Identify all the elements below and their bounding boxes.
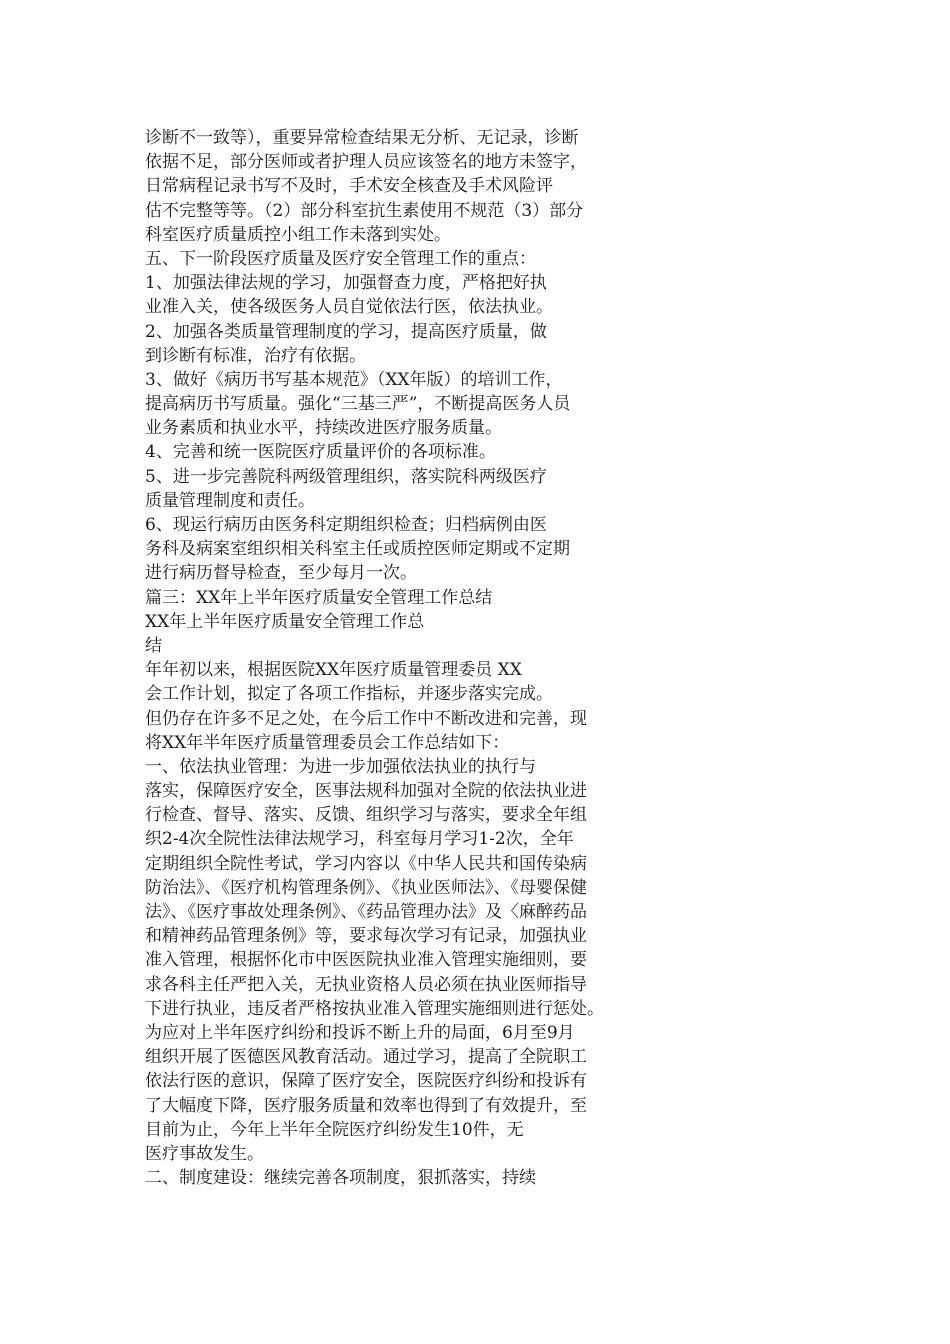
section-heading: 一、依法执业管理：为进一步加强依法执业的执行与 [145, 756, 536, 777]
section-heading: 五、下一阶段医疗质量及医疗安全管理工作的重点： [145, 248, 536, 269]
text-line: 为应对上半年医疗纠纷和投诉不断上升的局面，6月至9月 [145, 1022, 575, 1043]
text-line: 将XX年半年医疗质量管理委员会工作总结如下： [145, 732, 510, 753]
text-line: 准入管理，根据怀化市中医医院执业准入管理实施细则，要 [145, 950, 587, 971]
text-line: 科室医疗质量质控小组工作未落到实处。 [145, 224, 451, 245]
text-line: 求各科主任严把入关，无执业资格人员必须在执业医师指导 [145, 974, 587, 995]
list-item: 6、现运行病历由医务科定期组织检查；归档病例由医 [145, 515, 547, 535]
text-line: 但仍存在许多不足之处，在今后工作中不断改进和完善，现 [145, 708, 587, 729]
text-line: 行检查、督导、落实、反馈、组织学习与落实，要求全年组 [145, 805, 587, 826]
list-item: 1、加强法律法规的学习，加强督查力度，严格把好执 [145, 273, 547, 294]
text-line: 组织开展了医德医风教育活动。通过学习，提高了全院职工 [145, 1047, 587, 1068]
text-line: 下进行执业，违反者严格按执业准入管理实施细则进行惩处。 [145, 998, 604, 1019]
section-heading: 二、制度建设：继续完善各项制度，狠抓落实，持续 [145, 1168, 536, 1189]
text-line: 务科及病案室组织相关科室主任或质控医师定期或不定期 [145, 539, 570, 560]
text-line: 织2-4次全院性法律法规学习，科室每月学习1-2次，全年 [145, 829, 574, 850]
list-item: 4、完善和统一医院医疗质量评价的各项标准。 [145, 442, 496, 463]
text-line: 业准入关，使各级医务人员自觉依法行医，依法执业。 [145, 297, 553, 318]
section-heading: 篇三：XX年上半年医疗质量安全管理工作总结 [145, 587, 493, 608]
text-line: 定期组织全院性考试，学习内容以《中华人民共和国传染病 [145, 853, 587, 874]
text-line: 质量管理制度和责任。 [145, 490, 315, 511]
text-line: 年年初以来，根据医院XX年医疗质量管理委员 XX [145, 660, 522, 681]
text-line: 诊断不一致等），重要异常检查结果无分析、无记录，诊断 [145, 128, 579, 148]
text-line: 了大幅度下降，医疗服务质量和效率也得到了有效提升，至 [145, 1095, 587, 1116]
text-line: 防治法》、《医疗机构管理条例》、《执业医师法》、《母婴保健 [145, 877, 587, 898]
text-line: 和精神药品管理条例》等，要求每次学习有记录，加强执业 [145, 926, 587, 947]
list-item: 5、进一步完善院科两级管理组织，落实院科两级医疗 [145, 466, 547, 487]
text-line: 提高病历书写质量。强化“三基三严”，不断提高医务人员 [145, 394, 571, 415]
text-line: 到诊断有标准，治疗有依据。 [145, 345, 366, 366]
text-line: XX年上半年医疗质量安全管理工作总 [145, 611, 425, 632]
text-line: 落实，保障医疗安全，医事法规科加强对全院的依法执业进 [145, 781, 587, 802]
text-line: 日常病程记录书写不及时，手术安全核查及手术风险评 [145, 176, 553, 197]
text-line: 进行病历督导检查，至少每月一次。 [145, 563, 417, 584]
text-line: 结 [145, 635, 162, 656]
list-item: 3、做好《病历书写基本规范》（XX年版）的培训工作， [145, 369, 563, 390]
list-item: 2、加强各类质量管理制度的学习，提高医疗质量，做 [145, 321, 547, 342]
text-line: 法》、《医疗事故处理条例》、《药品管理办法》及〈麻醉药品 [145, 902, 587, 922]
document-body [145, 126, 705, 1190]
text-line: 依据不足，部分医师或者护理人员应该签名的地方未签字， [145, 152, 587, 173]
text-line: 目前为止，今年上半年全院医疗纠纷发生10件，无 [145, 1119, 524, 1140]
text-line: 依法行医的意识，保障了医疗安全，医院医疗纠纷和投诉有 [145, 1071, 587, 1092]
text-line: 业务素质和执业水平，持续改进医疗服务质量。 [145, 418, 502, 439]
text-line: 医疗事故发生。 [145, 1143, 264, 1164]
text-line: 会工作计划，拟定了各项工作指标，并逐步落实完成。 [145, 684, 553, 705]
text-line: 估不完整等等。（2）部分科室抗生素使用不规范（3）部分 [145, 200, 584, 221]
